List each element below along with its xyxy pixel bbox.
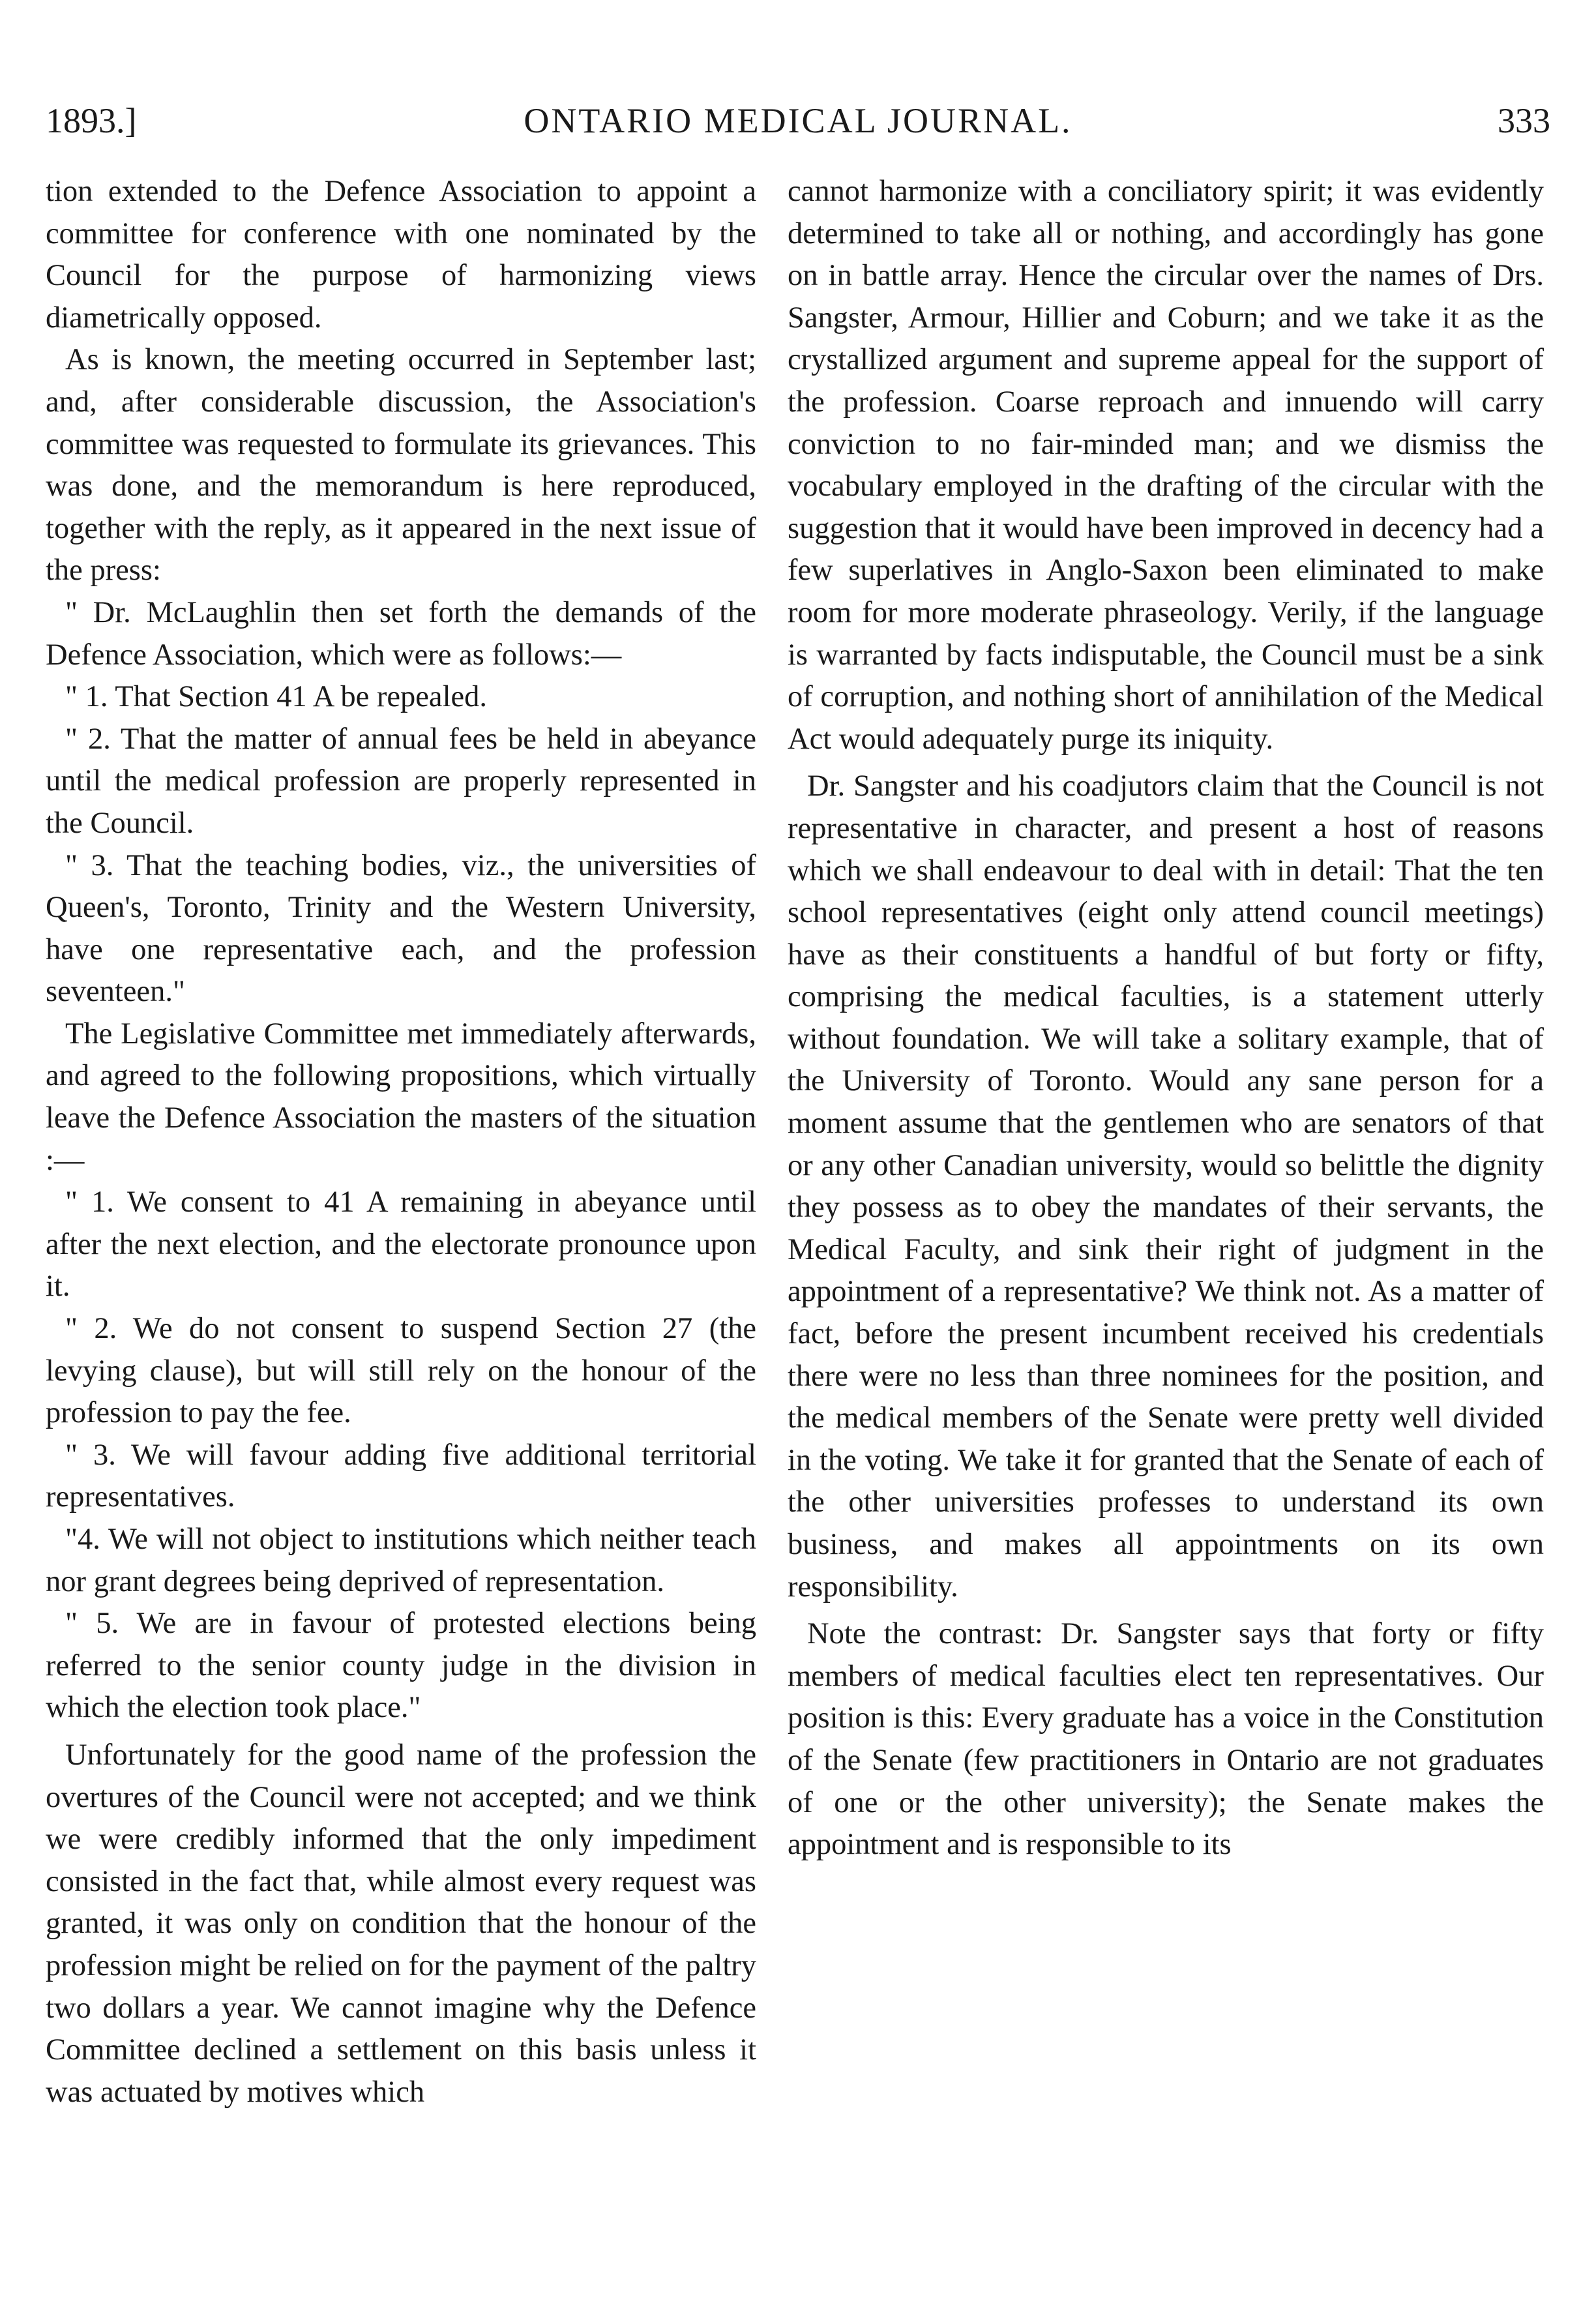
paragraph: Dr. Sangster and his coadjutors claim that the Council is not representative in character, and present a host of reasons which we shall endeavour to deal with in detail: That the ten school representatives (eight only attend council meetings) have as their constituents a handful of but forty or fifty, comprising the medical faculties, is a statement utterly without foundation. We will take a solitary example, that of the University of Toronto. Would any sane person for a moment assume that the gentlemen who are senators of that or any other Canadian university, would so belittle the dignity they possess as to obey the mandates of their servants, the Medical Faculty, and sink their right of judgment in the appointment of a representative? We think not. As a matter of fact, before the present incumbent received his credentials there were no less than three nominees for the position, and the medical members of the Senate were pretty well divided in the voting. We take it for granted that the Senate of each of the other universities professes to understand its own business, and makes all appointments on its own responsibility. [788, 769, 1544, 1603]
list-item: " 3. We will favour adding five additional territorial representatives. [46, 1438, 756, 1514]
paragraph: tion extended to the Defence Association to appoint a committee for conference with one nominated by the Council for the purpose of harmonizing views diametrically opposed. [46, 175, 756, 335]
header-year: 1893.] [46, 101, 137, 140]
list-item: " 2. We do not consent to suspend Section 27 (the levying clause), but will still rely on the honour of the profession to pay the fee. [46, 1312, 756, 1430]
list-item: " 1. We consent to 41 A remaining in abeyance until after the next election, and the electorate pronounce upon it. [46, 1185, 756, 1304]
journal-title: ONTARIO MEDICAL JOURNAL. [524, 101, 1072, 140]
list-item: " 2. That the matter of annual fees be held in abeyance until the medical profession are properly represented in the Council. [46, 722, 756, 840]
left-column [46, 171, 756, 2113]
running-header [46, 91, 1550, 150]
paragraph: Unfortunately for the good name of the profession the overtures of the Council were not accepted; and we think we were credibly informed that the only impediment consisted in the fact that, while almost every request was granted, it was only on condition that the honour of the profession might be relied on for the payment of the paltry two dollars a year. We cannot imagine why the Defence Committee declined a settlement on this basis unless it was actuated by motives which [46, 1738, 756, 2109]
paragraph: The Legislative Committee met immediately afterwards, and agreed to the following propositions, which virtually leave the Defence Association the masters of the situation :— [46, 1017, 756, 1177]
page-number: 333 [1498, 101, 1550, 140]
paragraph: " Dr. McLaughlin then set forth the demands of the Defence Association, which were as follows:— [46, 595, 756, 672]
list-item: "4. We will not object to institutions which neither teach nor grant degrees being deprived of representation. [46, 1523, 756, 1598]
right-column [788, 171, 1544, 1866]
paragraph: As is known, the meeting occurred in September last; and, after considerable discussion, the Association's committee was requested to formulate its grievances. This was done, and the memorandum is here reproduced, together with the reply, as it appeared in the next issue of the press: [46, 343, 756, 588]
list-item: " 1. That Section 41 A be repealed. [65, 680, 488, 714]
paragraph: cannot harmonize with a conciliatory spirit; it was evidently determined to take all or nothing, and accordingly has gone on in battle array. Hence the circular over the names of Drs. Sangster, Armour, Hillier and Coburn; and we take it as the crystallized argument and supreme appeal for the support of the profession. Coarse reproach and innuendo will carry conviction to no fair-minded man; and we dismiss the vocabulary employed in the drafting of the circular with the suggestion that it would have been improved in decency had a few superlatives in Anglo-Saxon been eliminated to make room for more moderate phraseology. Verily, if the language is warranted by facts indisputable, the Council must be a sink of corruption, and nothing short of annihilation of the Medical Act would adequately purge its iniquity. [788, 175, 1544, 756]
paragraph: Note the contrast: Dr. Sangster says that forty or fifty members of medical faculties elect ten representatives. Our position is this: Every graduate has a voice in the Constitution of the Senate (few practitioners in Ontario are not graduates of one or the other university); the Senate makes the appointment and is responsible to its [788, 1617, 1544, 1862]
list-item: " 5. We are in favour of protested elections being referred to the senior county judge in the division in which the election took place." [46, 1607, 756, 1725]
list-item: " 3. That the teaching bodies, viz., the universities of Queen's, Toronto, Trinity and the Western University, have one representative each, and the profession seventeen." [46, 848, 756, 1009]
